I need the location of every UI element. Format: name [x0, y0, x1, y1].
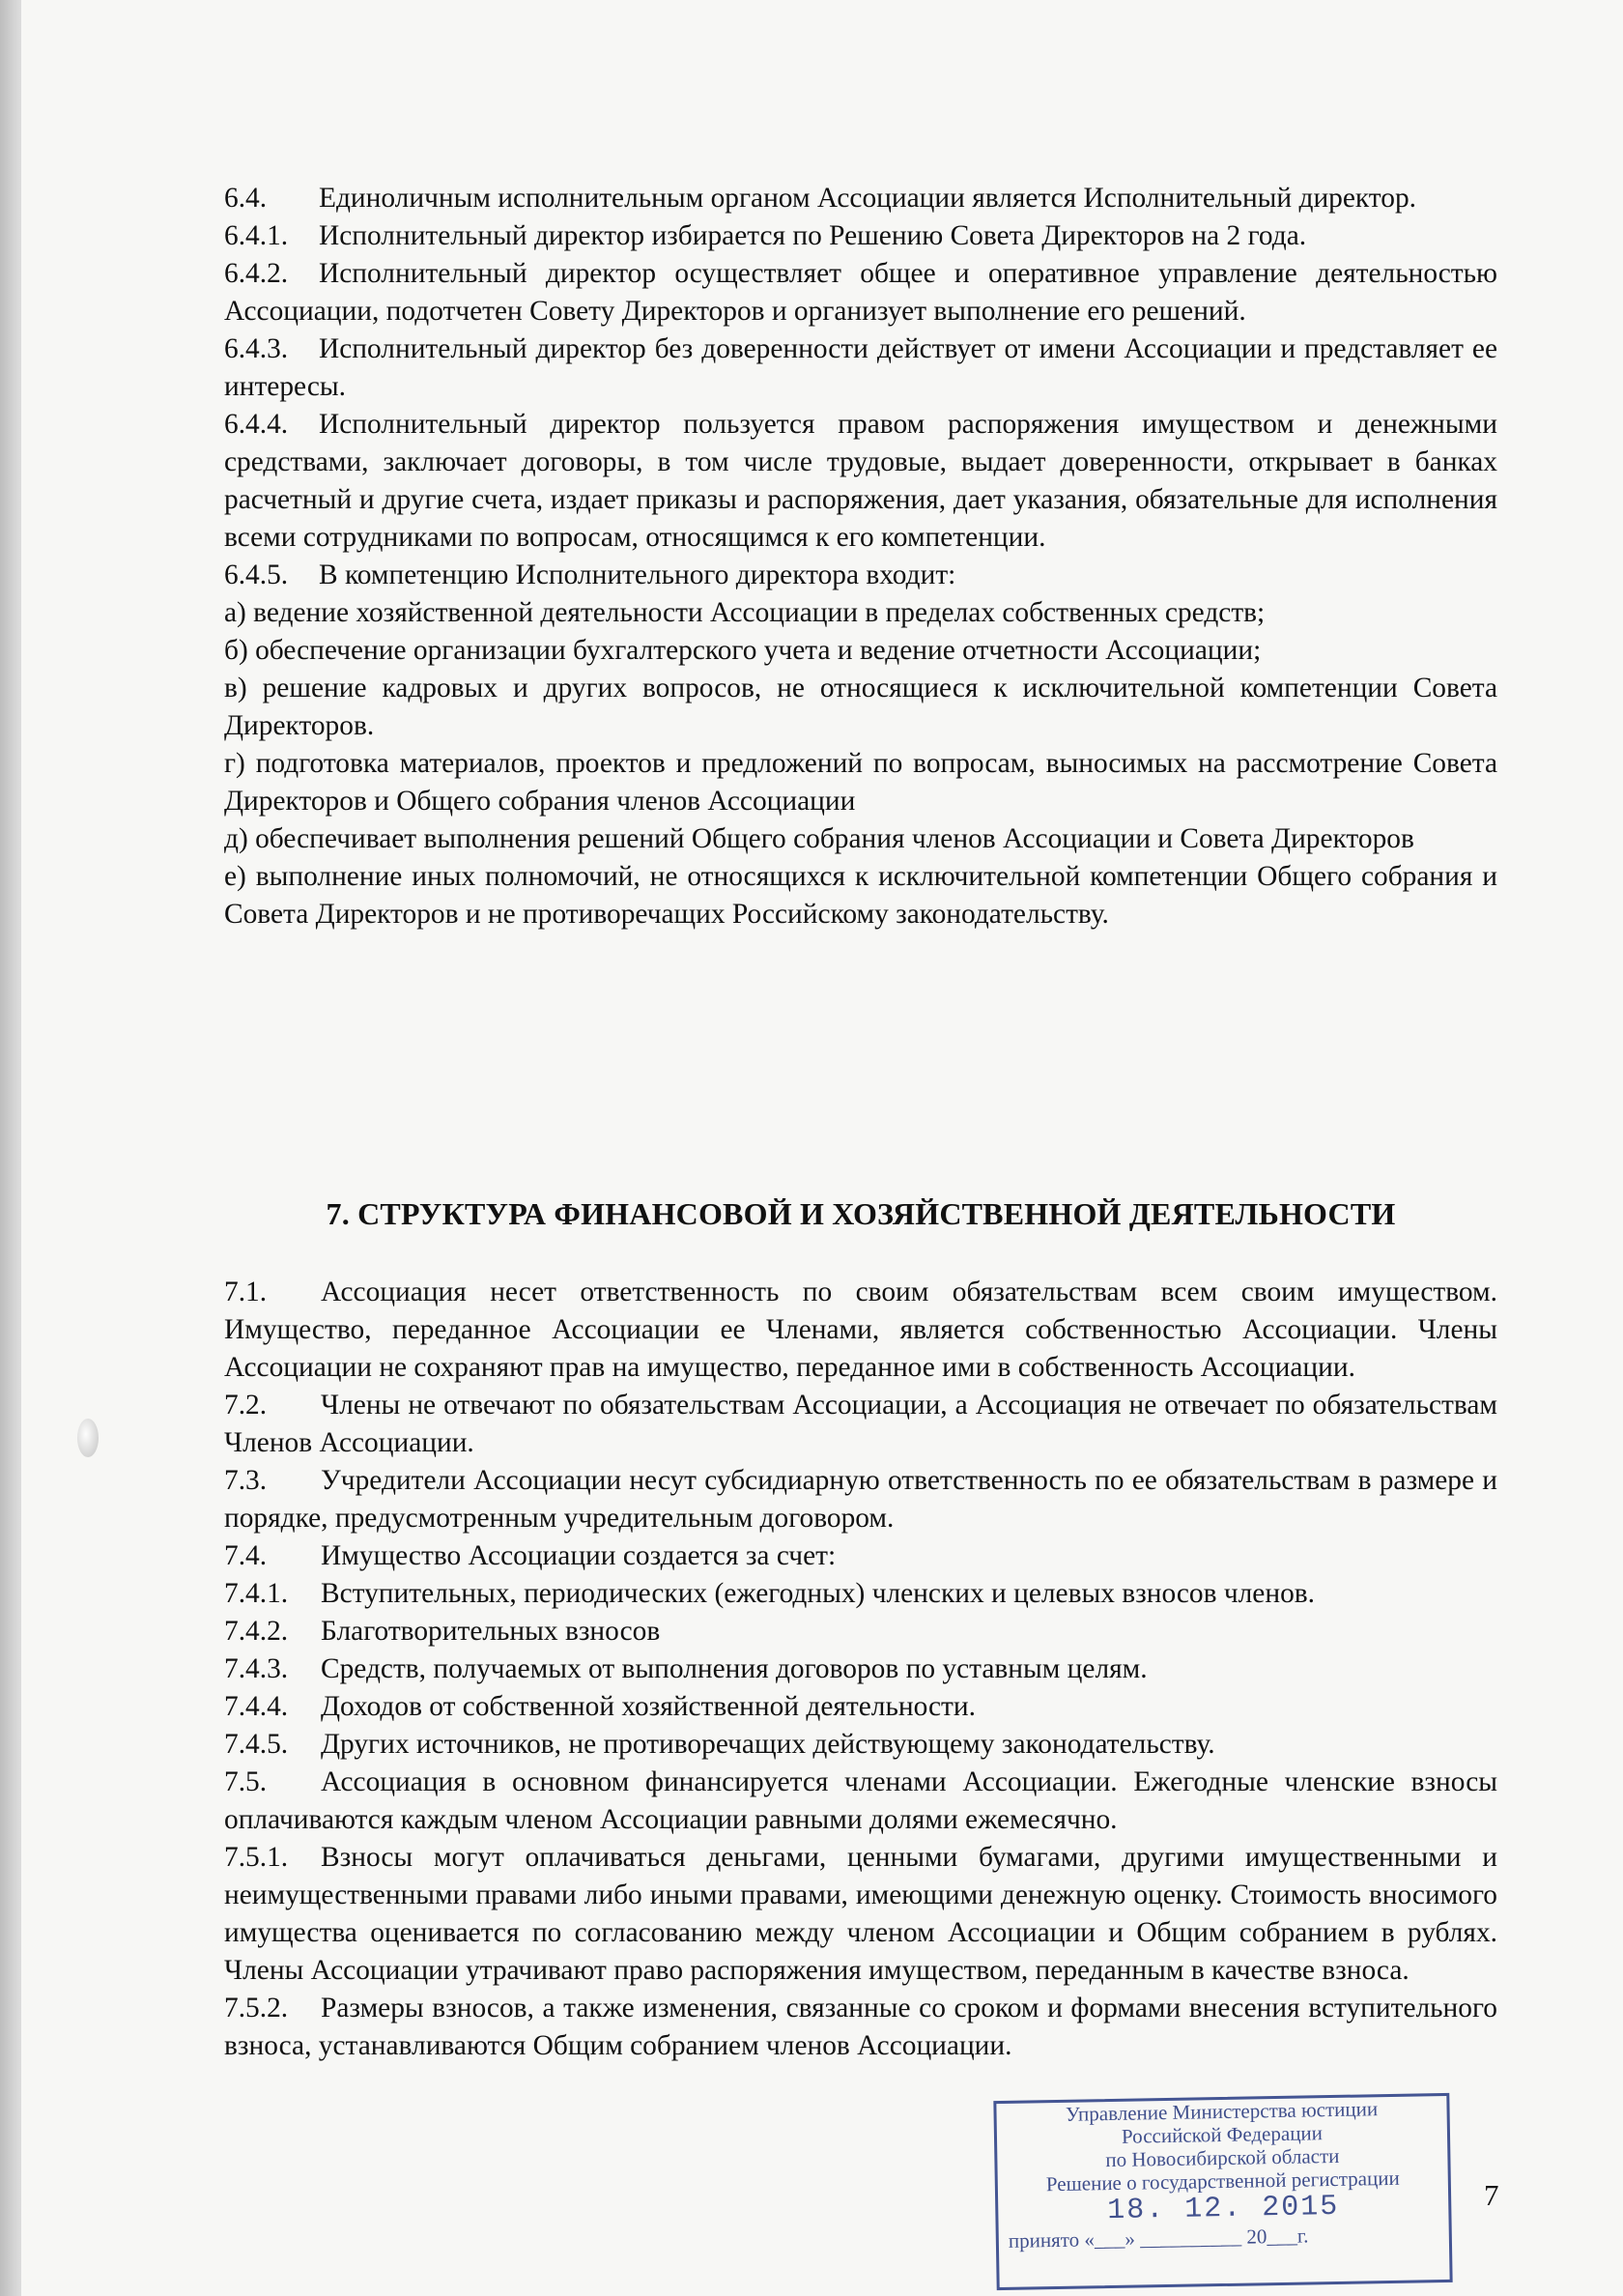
- stamp-federation: Российской Федерации: [1121, 2121, 1324, 2148]
- section-7-text: [224, 1274, 1497, 2065]
- clause-text: Исполнительный директор избирается по Решению Совета Директоров на 2 года.: [319, 220, 1307, 251]
- stamp-date: 18. 12. 2015: [1107, 2190, 1340, 2228]
- clause-number: 7.5.: [224, 1766, 268, 1797]
- section-heading: 7. СТРУКТУРА ФИНАНСОВОЙ И ХОЗЯЙСТВЕННОЙ ДЕЯТЕЛЬНОСТИ: [326, 1196, 1396, 1231]
- paragraph-7-5-1: [224, 1839, 1497, 1990]
- stamp-region: по Новосибирской области: [1105, 2143, 1340, 2172]
- list-item-text: в) решение кадровых и других вопросов, не относящиеся к исключительной компетенции Совета Директоров.: [224, 673, 1497, 741]
- clause-text: В компетенцию Исполнительного директора входит:: [319, 560, 956, 590]
- clause-text: Учредители Ассоциации несут субсидиарную ответственность по ее обязательствам в размере и порядке, предусмотренным учредительным договором.: [224, 1465, 1497, 1534]
- list-item-a: [224, 594, 1497, 632]
- clause-number: 7.4.1.: [224, 1578, 289, 1609]
- list-item-e: [224, 858, 1497, 933]
- clause-text: Взносы могут оплачиваться деньгами, ценными бумагами, другими имущественными и неимущественными правами либо иными правами, имеющими денежную оценку. Стоимость вносимого имущества оценивается по согласованию между членом Ассоциации и Общим собранием в рублях. Члены Ассоциации утрачивают право распоряжения имуществом, переданным в качестве взноса.: [224, 1842, 1497, 1986]
- clause-number: 7.5.2.: [224, 1993, 289, 2023]
- stamp-decision: Решение о государственной регистрации: [1045, 2166, 1400, 2196]
- clause-number: 7.4.5.: [224, 1729, 289, 1760]
- list-item-g: [224, 745, 1497, 820]
- paragraph-7-1: [224, 1274, 1497, 1387]
- clause-number: 6.4.5.: [224, 560, 289, 590]
- paragraph-7-5-2: [224, 1990, 1497, 2065]
- clause-number: 6.4.: [224, 183, 268, 214]
- paragraph-7-4: [224, 1537, 1497, 1575]
- registration-stamp: [993, 2093, 1452, 2290]
- paragraph-7-5: [224, 1764, 1497, 1839]
- list-item-b: [224, 632, 1497, 670]
- list-item-text: е) выполнение иных полномочий, не относящихся к исключительной компетенции Общего собрания и Совета Директоров и не противоречащих Российскому законодательству.: [224, 861, 1497, 930]
- stamp-authority: Управление Министерства юстиции: [1065, 2097, 1379, 2126]
- paragraph-7-4-2: [224, 1613, 1497, 1650]
- paragraph-6-4-3: [224, 330, 1497, 406]
- list-item-text: а) ведение хозяйственной деятельности Ассоциации в пределах собственных средств;: [224, 597, 1266, 628]
- section-6-4-text: [224, 180, 1497, 933]
- clause-text: Ассоциация в основном финансируется членами Ассоциации. Ежегодные членские взносы оплачиваются каждым членом Ассоциации равными долями ежемесячно.: [224, 1766, 1497, 1835]
- clause-number: 6.4.2.: [224, 258, 289, 289]
- paragraph-7-3: [224, 1462, 1497, 1537]
- clause-number: 7.4.3.: [224, 1653, 289, 1684]
- clause-number: 7.5.1.: [224, 1842, 289, 1873]
- clause-number: 7.3.: [224, 1465, 268, 1496]
- clause-text: Исполнительный директор без доверенности действует от имени Ассоциации и представляет ее интересы.: [224, 333, 1497, 402]
- clause-text: Члены не отвечают по обязательствам Ассоциации, а Ассоциация не отвечает по обязательствам Членов Ассоциации.: [224, 1390, 1497, 1458]
- clause-number: 7.4.2.: [224, 1616, 289, 1647]
- paragraph-6-4-1: [224, 217, 1497, 255]
- clause-text: Вступительных, периодических (ежегодных) членских и целевых взносов членов.: [321, 1578, 1315, 1609]
- clause-number: 6.4.4.: [224, 409, 289, 440]
- list-item-text: б) обеспечение организации бухгалтерского учета и ведение отчетности Ассоциации;: [224, 635, 1262, 666]
- clause-text: Ассоциация несет ответственность по своим обязательствам всем своим имуществом. Имущество, переданное Ассоциации ее Членами, является собственностью Ассоциации. Члены Ассоциации не сохраняют прав на имущество, переданное ими в собственность Ассоциации.: [224, 1277, 1497, 1383]
- paragraph-6-4: [224, 180, 1497, 217]
- paragraph-6-4-2: [224, 255, 1497, 330]
- clause-text: Других источников, не противоречащих действующему законодательству.: [321, 1729, 1215, 1760]
- list-item-text: г) подготовка материалов, проектов и предложений по вопросам, выносимых на рассмотрение Совета Директоров и Общего собрания членов Ассоциации: [224, 748, 1497, 817]
- clause-text: Исполнительный директор пользуется правом распоряжения имуществом и денежными средствами, заключает договоры, в том числе трудовые, выдает доверенности, открывает в банках расчетный и другие счета, издает приказы и распоряжения, дает указания, обязательные для исполнения всеми сотрудниками по вопросам, относящимся к его компетенции.: [224, 409, 1497, 553]
- clause-text: Имущество Ассоциации создается за счет:: [321, 1540, 837, 1571]
- page-number: 7: [1484, 2178, 1499, 2212]
- clause-text: Доходов от собственной хозяйственной деятельности.: [321, 1691, 976, 1722]
- clause-number: 7.4.: [224, 1540, 268, 1571]
- clause-number: 7.1.: [224, 1277, 268, 1307]
- paragraph-7-4-1: [224, 1575, 1497, 1613]
- clause-text: Размеры взносов, а также изменения, связанные со сроком и формами внесения вступительного взноса, устанавливаются Общим собранием членов Ассоциации.: [224, 1993, 1497, 2061]
- paragraph-7-4-5: [224, 1726, 1497, 1764]
- list-item-d: [224, 820, 1497, 858]
- clause-text: Средств, получаемых от выполнения договоров по уставным целям.: [321, 1653, 1148, 1684]
- paragraph-7-4-4: [224, 1688, 1497, 1726]
- punch-hole: [77, 1419, 99, 1457]
- clause-number: 6.4.1.: [224, 220, 289, 251]
- list-item-v: [224, 670, 1497, 745]
- paragraph-7-4-3: [224, 1650, 1497, 1688]
- list-item-text: д) обеспечивает выполнения решений Общего собрания членов Ассоциации и Совета Директоров: [224, 823, 1414, 854]
- clause-number: 7.4.4.: [224, 1691, 289, 1722]
- clause-text: Исполнительный директор осуществляет общее и оперативное управление деятельностью Ассоциации, подотчетен Совету Директоров и организует выполнение его решений.: [224, 258, 1497, 327]
- clause-number: 7.2.: [224, 1390, 268, 1421]
- clause-number: 6.4.3.: [224, 333, 289, 364]
- paragraph-6-4-5: [224, 557, 1497, 594]
- stamp-accepted-line: принято «___» __________ 20___г.: [1008, 2224, 1309, 2253]
- clause-text: Благотворительных взносов: [321, 1616, 661, 1647]
- clause-text: Единоличным исполнительным органом Ассоциации является Исполнительный директор.: [319, 183, 1417, 214]
- paragraph-6-4-4: [224, 406, 1497, 557]
- paragraph-7-2: [224, 1387, 1497, 1462]
